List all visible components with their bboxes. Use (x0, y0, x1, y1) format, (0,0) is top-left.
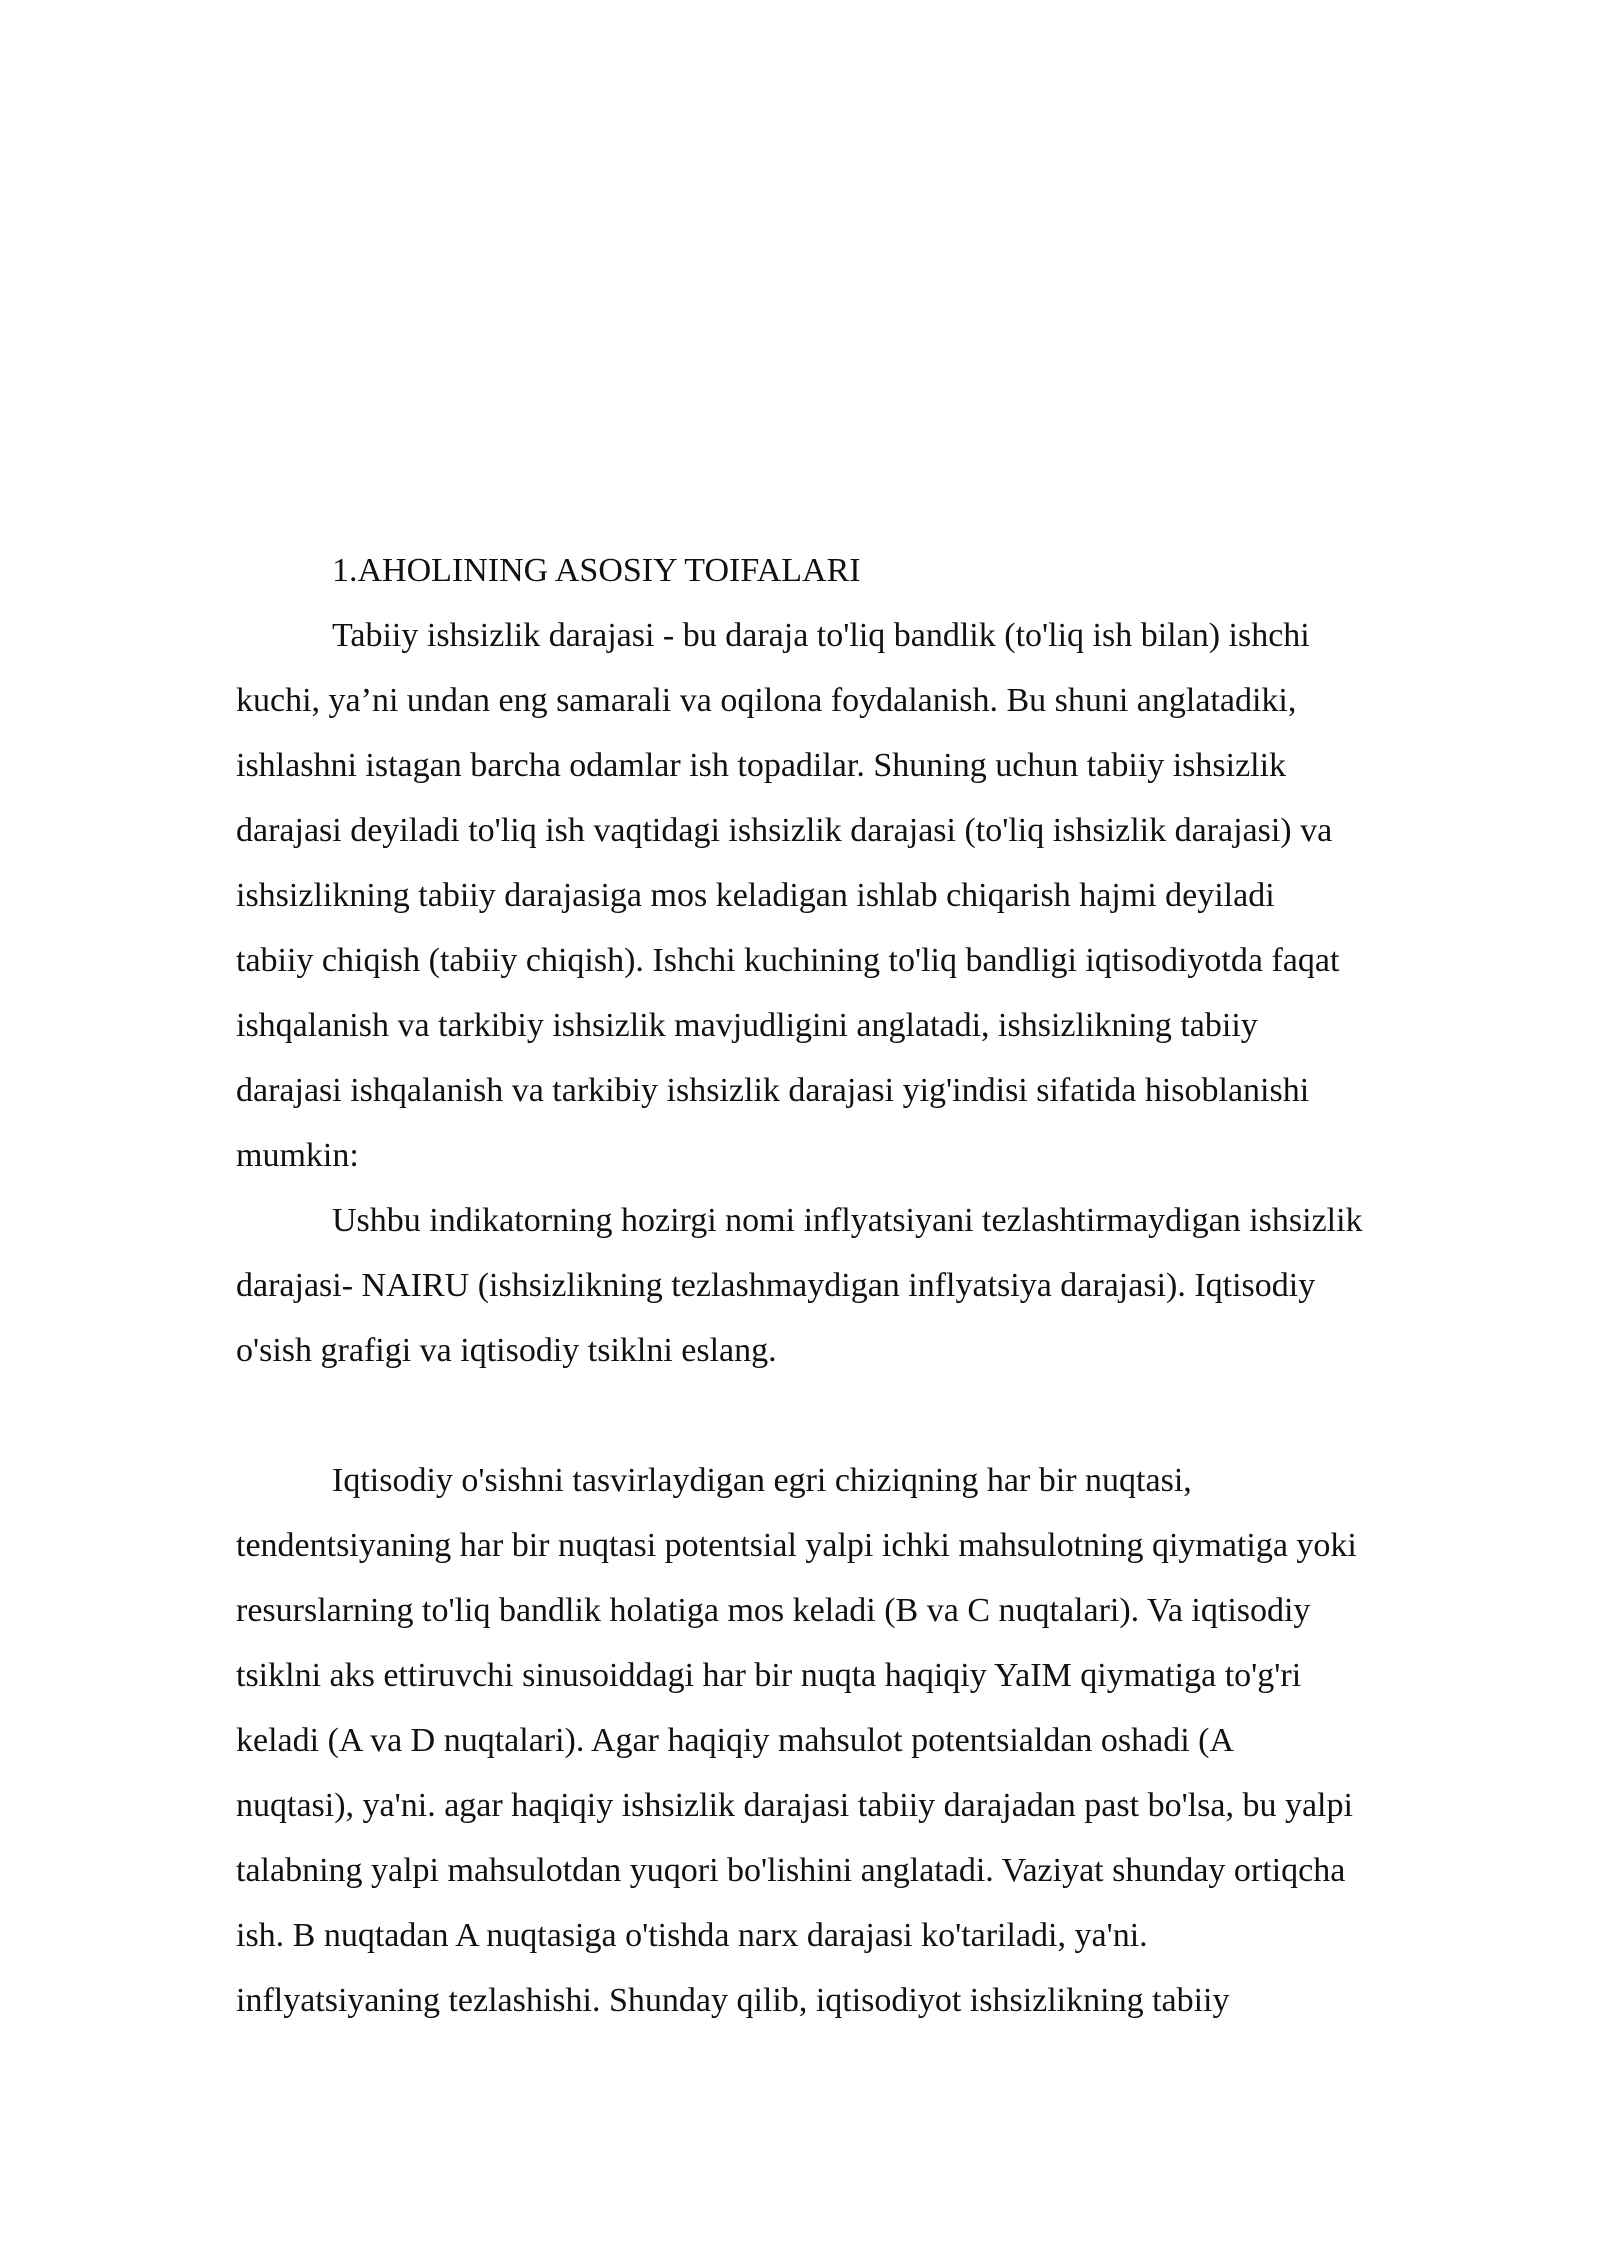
document-body (236, 538, 1498, 2033)
paragraph-line: ishqalanish va tarkibiy ishsizlik mavjudligini anglatadi, ishsizlikning tabiiy (236, 1007, 1258, 1044)
paragraph-spacer (236, 1383, 1498, 1448)
paragraph-line: Ushbu indikatorning hozirgi nomi inflyatsiyani tezlashtirmaydigan ishsizlik (332, 1202, 1363, 1239)
paragraph-3 (236, 1448, 1498, 2033)
paragraph-line: mumkin: (236, 1137, 359, 1174)
paragraph-line: ishsizlikning tabiiy darajasiga mos keladigan ishlab chiqarish hajmi deyiladi (236, 877, 1275, 914)
paragraph-line: Tabiiy ishsizlik darajasi - bu daraja to'liq bandlik (to'liq ish bilan) ishchi (332, 617, 1310, 654)
paragraph-line: darajasi ishqalanish va tarkibiy ishsizlik darajasi yig'indisi sifatida hisoblanishi (236, 1072, 1310, 1109)
paragraph-line: tabiiy chiqish (tabiiy chiqish). Ishchi kuchining to'liq bandligi iqtisodiyotda faqat (236, 942, 1340, 979)
paragraph-line: keladi (A va D nuqtalari). Agar haqiqiy mahsulot potentsialdan oshadi (A (236, 1722, 1235, 1759)
paragraph-line: inflyatsiyaning tezlashishi. Shunday qilib, iqtisodiyot ishsizlikning tabiiy (236, 1982, 1230, 2019)
paragraph-line: darajasi deyiladi to'liq ish vaqtidagi ishsizlik darajasi (to'liq ishsizlik darajasi) va (236, 812, 1333, 849)
paragraph-line: ish. B nuqtadan A nuqtasiga o'tishda narx darajasi ko'tariladi, ya'ni. (236, 1917, 1148, 1954)
paragraph-line: resurslarning to'liq bandlik holatiga mos keladi (B va C nuqtalari). Va iqtisodiy (236, 1592, 1311, 1629)
section-heading: 1.AHOLINING ASOSIY TOIFALARI (332, 552, 861, 589)
paragraph-line: talabning yalpi mahsulotdan yuqori bo'lishini anglatadi. Vaziyat shunday ortiqcha (236, 1852, 1346, 1889)
paragraph-2 (236, 1188, 1498, 1383)
paragraph-line: tendentsiyaning har bir nuqtasi potentsial yalpi ichki mahsulotning qiymatiga yoki (236, 1527, 1357, 1564)
paragraph-line: darajasi- NAIRU (ishsizlikning tezlashmaydigan inflyatsiya darajasi). Iqtisodiy (236, 1267, 1316, 1304)
paragraph-line: Iqtisodiy o'sishni tasvirlaydigan egri chiziqning har bir nuqtasi, (332, 1462, 1192, 1499)
paragraph-line: o'sish grafigi va iqtisodiy tsiklni eslang. (236, 1332, 777, 1369)
paragraph-line: ishlashni istagan barcha odamlar ish topadilar. Shuning uchun tabiiy ishsizlik (236, 747, 1287, 784)
paragraph-1 (236, 603, 1498, 1188)
paragraph-line: kuchi, ya’ni undan eng samarali va oqilona foydalanish. Bu shuni anglatadiki, (236, 682, 1297, 719)
paragraph-line: tsiklni aks ettiruvchi sinusoiddagi har bir nuqta haqiqiy YaIM qiymatiga to'g'ri (236, 1657, 1302, 1694)
paragraph-line: nuqtasi), ya'ni. agar haqiqiy ishsizlik darajasi tabiiy darajadan past bo'lsa, bu yalpi (236, 1787, 1353, 1824)
